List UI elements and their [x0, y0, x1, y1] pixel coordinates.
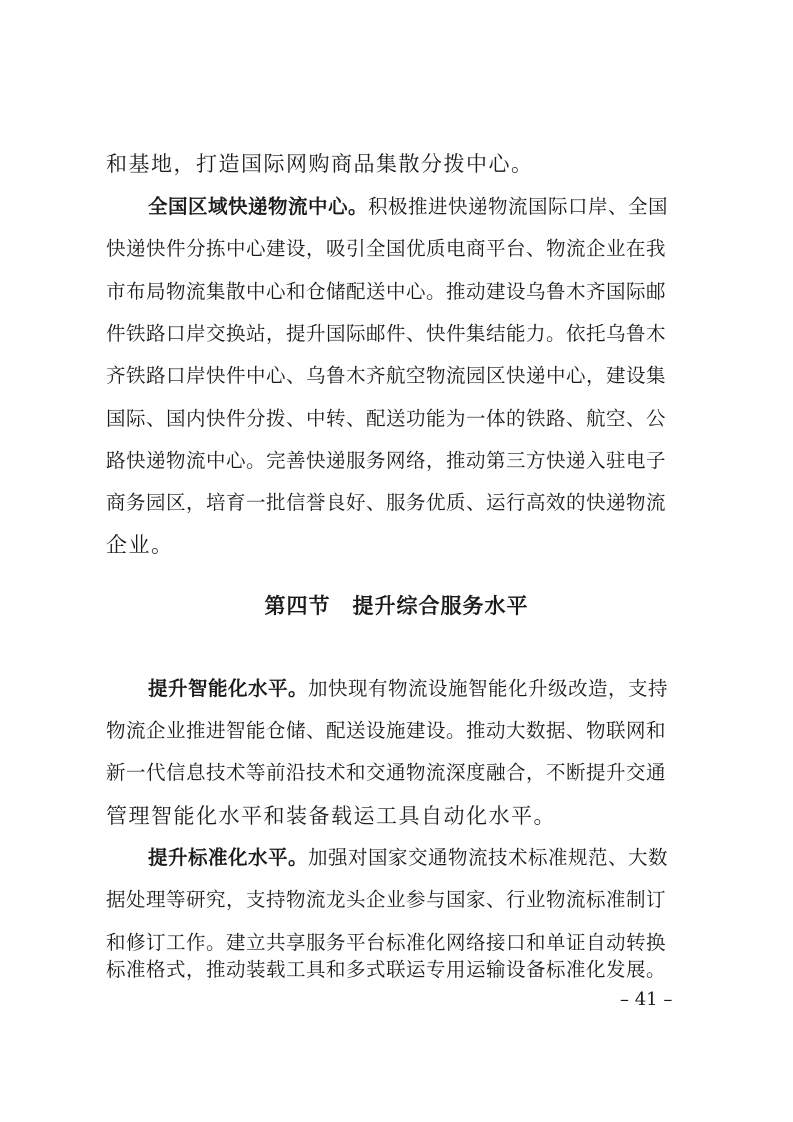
- body-line: 市布局物流集散中心和仓储配送中心。推动建设乌鲁木齐国际邮: [106, 280, 667, 303]
- paragraph-first-line: [148, 675, 691, 703]
- paragraph-first-line: [148, 193, 691, 221]
- body-line: 和基地，打造国际网购商品集散分拨中心。: [106, 152, 534, 176]
- section-heading: [0, 592, 793, 620]
- body-line: 据处理等研究，支持物流龙头企业参与国家、行业物流标准制订: [106, 888, 667, 911]
- paragraph-text: 加快现有物流设施智能化升级改造，支持: [308, 677, 669, 700]
- paragraph-text: 积极推进快递物流国际口岸、全国: [368, 195, 669, 218]
- page-number: – 41 –: [620, 989, 673, 1010]
- section-number: 第四节: [264, 593, 331, 618]
- body-line: 快递快件分拣中心建设，吸引全国优质电商平台、物流企业在我: [106, 237, 667, 260]
- body-line: 和修订工作。建立共享服务平台标准化网络接口和单证自动转换: [106, 931, 667, 954]
- body-line: 物流企业推进智能仓储、配送设施建设。推动大数据、物联网和: [106, 719, 667, 742]
- body-line: 商务园区，培育一批信誉良好、服务优质、运行高效的快递物流: [106, 491, 667, 514]
- paragraph-lead-heading: 提升标准化水平。: [148, 846, 309, 869]
- body-line: 企业。: [106, 533, 174, 557]
- paragraph-first-line: [148, 844, 691, 872]
- body-line: 件铁路口岸交换站，提升国际邮件、快件集结能力。依托乌鲁木: [106, 322, 667, 345]
- section-title: 提升综合服务水平: [352, 593, 529, 618]
- paragraph-lead-heading: 提升智能化水平。: [148, 677, 309, 700]
- paragraph-lead-heading: 全国区域快递物流中心。: [148, 195, 369, 218]
- body-line: 齐铁路口岸快件中心、乌鲁木齐航空物流园区快递中心，建设集: [106, 364, 667, 387]
- paragraph-text: 加强对国家交通物流技术标准规范、大数: [308, 846, 669, 869]
- body-line: 标准格式，推动装载工具和多式联运专用运输设备标准化发展。: [106, 958, 667, 981]
- body-line: 国际、国内快件分拨、中转、配送功能为一体的铁路、航空、公: [106, 407, 667, 430]
- body-line: 管理智能化水平和装备载运工具自动化水平。: [106, 804, 556, 828]
- body-line: 路快递物流中心。完善快递服务网络，推动第三方快递入驻电子: [106, 449, 667, 472]
- body-line: 新一代信息技术等前沿技术和交通物流深度融合，不断提升交通: [106, 761, 667, 784]
